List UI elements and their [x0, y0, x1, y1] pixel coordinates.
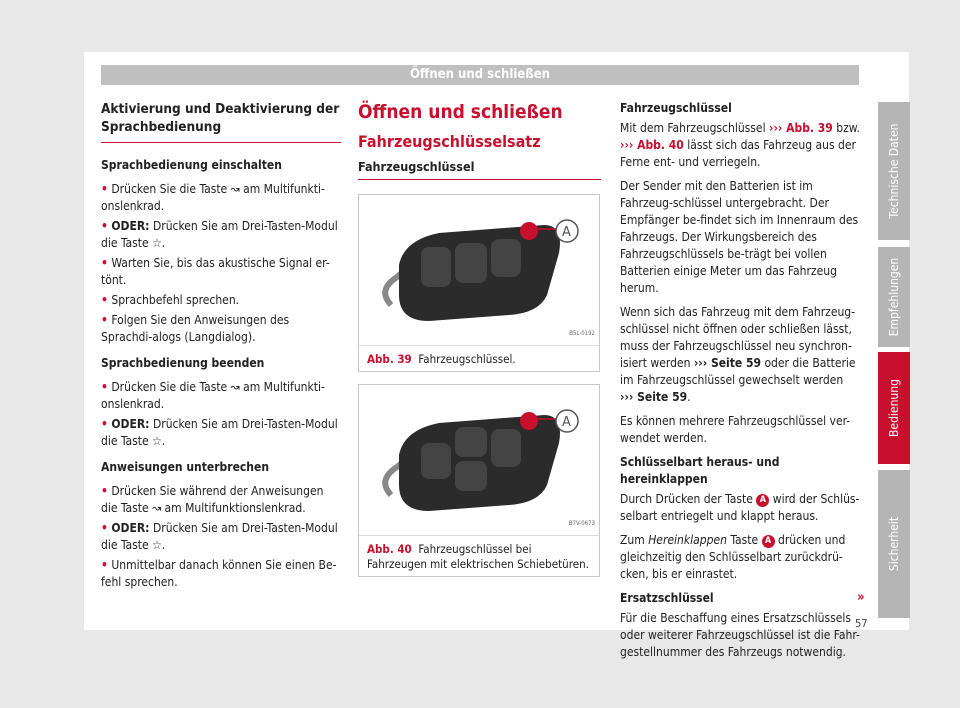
car-key-icon [359, 385, 599, 535]
list-item: • Sprachbefehl sprechen. [101, 293, 240, 307]
block-heading: Sprachbedienung einschalten [101, 158, 282, 172]
list-item: • ODER: Drücken Sie am Drei-Tasten-Modul die Taste ☆. [101, 219, 338, 250]
figure-link[interactable]: ››› Abb. 40 [620, 138, 684, 152]
block-2 [101, 355, 341, 450]
tab-sicherheit[interactable]: Sicherheit [878, 470, 910, 618]
tab-bedienung[interactable]: Bedienung [878, 352, 910, 464]
column-right [620, 100, 860, 668]
figure-caption: Abb. 40 Fahrzeugschlüssel bei Fahrzeugen mit elektrischen Schiebetüren. [359, 535, 599, 576]
block-heading: Sprachbedienung beenden [101, 356, 265, 370]
chapter-subtitle: Fahrzeugschlüsselsatz [358, 132, 541, 151]
list-item: • Drücken Sie die Taste ↝ am Multifunkti-onslenkrad. [101, 380, 325, 411]
list-item: • Drücken Sie die Taste ↝ am Multifunkti-onslenkrad. [101, 182, 325, 213]
paragraph: Es können mehrere Fahrzeugschlüssel ver-wendet werden. [620, 414, 851, 445]
paragraph-heading: Ersatzschlüssel [620, 591, 714, 605]
page-link[interactable]: ››› Seite 59 [620, 390, 688, 404]
image-code: B7V-0673 [568, 520, 595, 527]
car-key-icon [359, 195, 599, 345]
svg-text:A: A [562, 225, 571, 240]
paragraph: Durch Drücken der Taste A wird der Schlüs-selbart entriegelt und klappt heraus. [620, 492, 860, 523]
tab-empfehlungen[interactable]: Empfehlungen [878, 247, 910, 347]
sub-heading: Fahrzeugschlüssel [358, 158, 601, 180]
page-link[interactable]: ››› Seite 59 [693, 356, 762, 370]
list-item: • Unmittelbar danach können Sie einen Be-fehl sprechen. [101, 558, 337, 589]
paragraph-heading: Schlüsselbart heraus- und hereinklappen [620, 455, 780, 486]
paragraph: Für die Beschaffung eines Ersatzschlüssels oder weiterer Fahrzeugschlüssel ist die Fahr-gestellnummer des Fahrzeugs notwendig. [620, 611, 860, 659]
list-item: • Warten Sie, bis das akustische Signal er-tönt. [101, 256, 330, 287]
image-code: B5L-0192 [569, 330, 595, 337]
paragraph: Wenn sich das Fahrzeug mit dem Fahrzeug-schlüssel nicht öffnen oder schließen lässt, muss der Fahrzeugschlüssel neu synchron-isiert werden ››› Seite 59 oder die Batterie im Fahrzeugschlüssel gewechselt werden ››› Seite 59. [620, 305, 856, 404]
figure-link[interactable]: ››› Abb. 39 [769, 121, 833, 135]
block-1 [101, 157, 341, 346]
paragraph: Mit dem Fahrzeugschlüssel ››› Abb. 39 bzw. ››› Abb. 40 lässt sich das Fahrzeug aus der Ferne ent- und verriegeln. [620, 121, 860, 169]
section-title: Aktivierung und Deaktivierung der Sprachbedienung [101, 100, 341, 143]
figure-40 [358, 384, 600, 577]
button-a-marker: A [756, 494, 769, 507]
svg-text:A: A [562, 415, 571, 430]
paragraph: Fahrzeugschlüssel [620, 101, 732, 115]
continue-marker: » [857, 590, 865, 605]
figure-caption: Abb. 39 Fahrzeugschlüssel. [359, 345, 599, 371]
paragraph: Der Sender mit den Batterien ist im Fahrzeug-schlüssel untergebracht. Der Empfänger be-findet sich im Innenraum des Fahrzeugs. Der Wirkungsbereich des Fahrzeugschlüssels be-trägt bei vollen Batterien einige Meter um das Fahrzeug herum. [620, 179, 859, 295]
figure-39 [358, 194, 600, 372]
column-left [101, 100, 341, 594]
column-middle [358, 100, 601, 589]
paragraph: Zum Hereinklappen Taste A drücken und gleichzeitig den Schlüsselbart zurückdrü-cken, bis er einrastet. [620, 533, 846, 581]
block-3 [101, 459, 341, 591]
button-a-marker: A [762, 535, 775, 548]
list-item: • Drücken Sie während der Anweisungen die Taste ↝ am Multifunktionslenkrad. [101, 484, 324, 515]
key-image [359, 195, 599, 345]
chapter-title: Öffnen und schließen [358, 101, 563, 123]
running-header: Öffnen und schließen [101, 65, 859, 85]
list-item: • ODER: Drücken Sie am Drei-Tasten-Modul die Taste ☆. [101, 417, 338, 448]
list-item: • Folgen Sie den Anweisungen des Sprachdi-alogs (Langdialog). [101, 313, 290, 344]
chapter-tabs [878, 0, 910, 708]
block-heading: Anweisungen unterbrechen [101, 460, 269, 474]
tab-technische-daten[interactable]: Technische Daten [878, 102, 910, 240]
list-item: • ODER: Drücken Sie am Drei-Tasten-Modul die Taste ☆. [101, 521, 338, 552]
key-image [359, 385, 599, 535]
page-number: 57 [855, 617, 868, 630]
